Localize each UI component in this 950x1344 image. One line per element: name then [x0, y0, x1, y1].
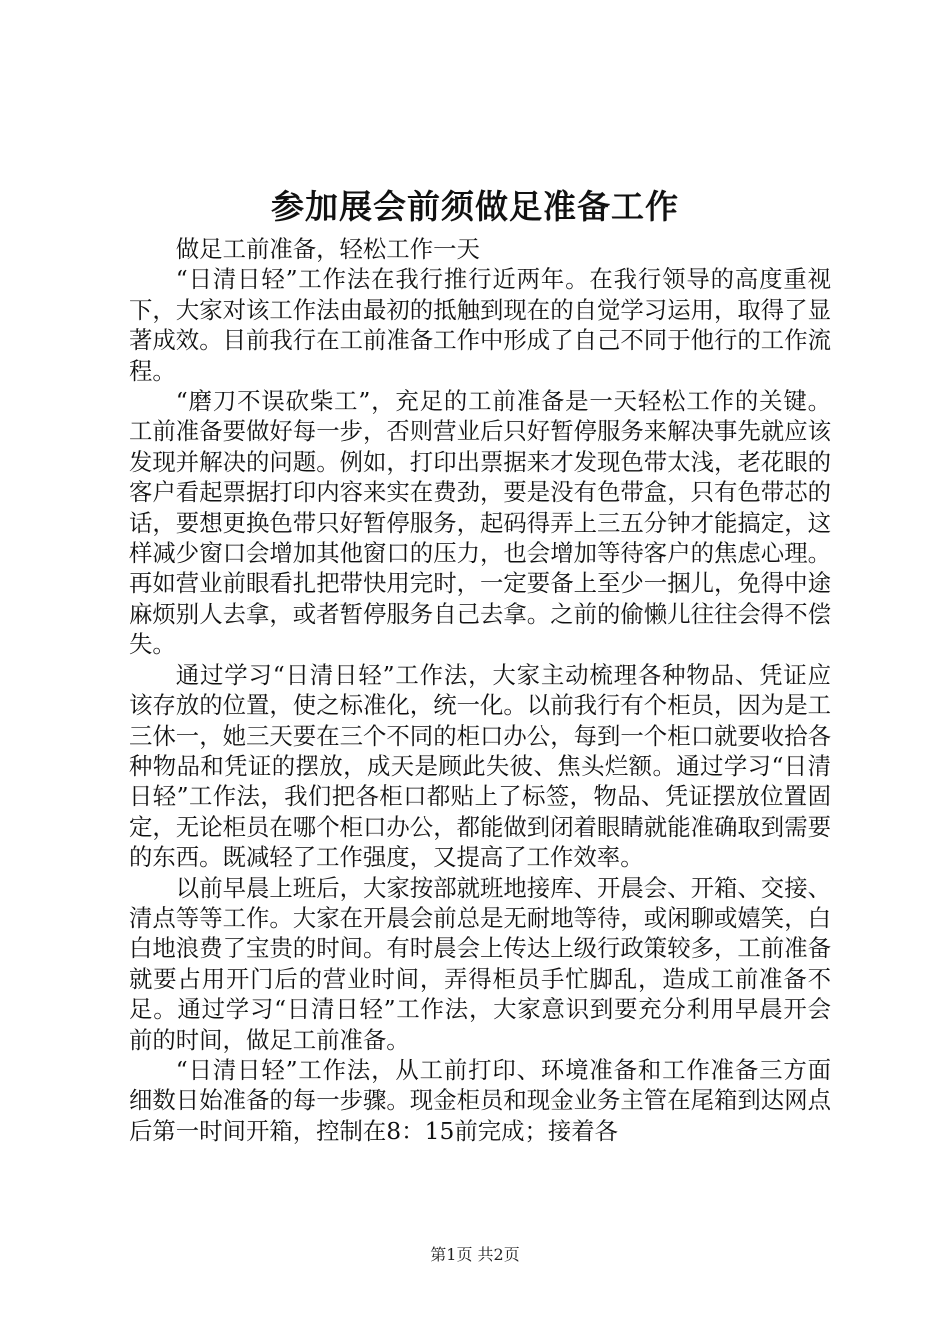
- page-number-footer: 第1页 共2页: [430, 1245, 520, 1264]
- paragraph: “日清日轻”工作法在我行推行近两年。在我行领导的高度重视下，大家对该工作法由最初的抵触到现在的自觉学习运用，取得了显著成效。目前我行在工前准备工作中形成了自己不同于他行的工作流程。: [129, 265, 831, 385]
- paragraph: 以前早晨上班后，大家按部就班地接库、开晨会、开箱、交接、清点等等工作。大家在开晨会前总是无耐地等待，或闲聊或嬉笑，白白地浪费了宝贵的时间。有时晨会上传达上级行政策较多，工前准备就要占用开门后的营业时间，弄得柜员手忙脚乱，造成工前准备不足。通过学习“日清日轻”工作法，大家意识到要充分利用早晨开会前的时间，做足工前准备。: [129, 873, 831, 1054]
- paragraph: 通过学习“日清日轻”工作法，大家主动梳理各种物品、凭证应该存放的位置，使之标准化，统一化。以前我行有个柜员，因为是工三休一，她三天要在三个不同的柜口办公，每到一个柜口就要收拾各种物品和凭证的摆放，成天是顾此失彼、焦头烂额。通过学习“日清日轻”工作法，我们把各柜口都贴上了标签，物品、凭证摆放位置固定，无论柜员在哪个柜口办公，都能做到闭着眼睛就能准确取到需要的东西。既减轻了工作强度，又提高了工作效率。: [129, 660, 831, 872]
- paragraph: “磨刀不误砍柴工”，充足的工前准备是一天轻松工作的关键。工前准备要做好每一步，否则营业后只好暂停服务来解决事先就应该发现并解决的问题。例如，打印出票据来才发现色带太浅，老花眼的客户看起票据打印内容来实在费劲，要是没有色带盒，只有色带芯的话，要想更换色带只好暂停服务，起码得弄上三五分钟才能搞定，这样减少窗口会增加其他窗口的压力，也会增加等待客户的焦虑心理。再如营业前眼看扎把带快用完时，一定要备上至少一捆儿，免得中途麻烦别人去拿，或者暂停服务自己去拿。之前的偷懒儿往往会得不偿失。: [129, 387, 831, 659]
- document-body: [129, 234, 831, 1146]
- paragraph-subtitle: 做足工前准备，轻松工作一天: [175, 235, 480, 263]
- page-title: 参加展会前须做足准备工作: [271, 187, 679, 226]
- paragraph: “日清日轻”工作法，从工前打印、环境准备和工作准备三方面细数日始准备的每一步骤。现金柜员和现金业务主管在尾箱到达网点后第一时间开箱，控制在8：15前完成；接着各: [129, 1055, 831, 1145]
